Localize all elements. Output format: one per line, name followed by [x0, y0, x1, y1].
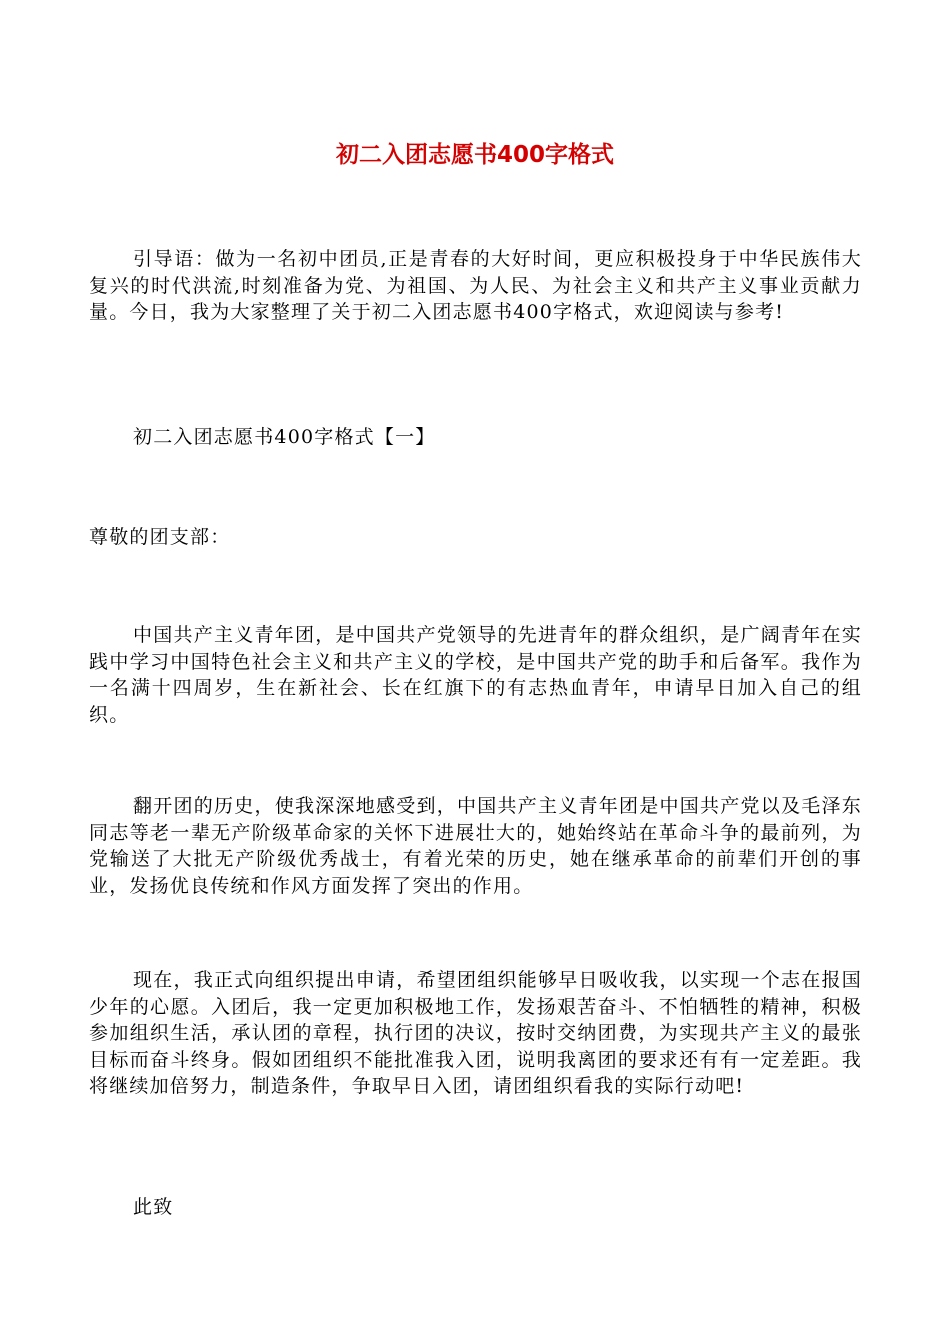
document-title: 初二入团志愿书400字格式 [335, 142, 614, 168]
body-paragraph: 中国共产主义青年团，是中国共产党领导的先进青年的群众组织，是广阔青年在实践中学习中国特色社会主义和共产主义的学校，是中国共产党的助手和后备军。我作为一名满十四周岁，生在新社会、长在红旗下的有志热血青年，申请早日加入自己的组织。 [89, 624, 862, 726]
body-paragraph: 现在，我正式向组织提出申请，希望团组织能够早日吸收我，以实现一个志在报国少年的心愿。入团后，我一定更加积极地工作，发扬艰苦奋斗、不怕牺牲的精神，积极参加组织生活，承认团的章程，执行团的决议，按时交纳团费，为实现共产主义的最张目标而奋斗终身。假如团组织不能批准我入团，说明我离团的要求还有有一定差距。我将继续加倍努力，制造条件，争取早日入团，请团组织看我的实际行动吧! [89, 969, 862, 1097]
salutation: 尊敬的团支部： [89, 526, 231, 548]
section-heading: 初二入团志愿书400字格式【一】 [133, 426, 436, 448]
intro-paragraph: 引导语：做为一名初中团员,正是青春的大好时间，更应积极投身于中华民族伟大复兴的时代洪流,时刻准备为党、为祖国、为人民、为社会主义和共产主义事业贡献力量。今日，我为大家整理了关于初二入团志愿书400字格式，欢迎阅读与参考! [89, 248, 862, 323]
closing-line: 此致 [133, 1196, 174, 1218]
body-paragraph: 翻开团的历史，使我深深地感受到，中国共产主义青年团是中国共产党以及毛泽东同志等老一辈无产阶级革命家的关怀下进展壮大的，她始终站在革命斗争的最前列，为党输送了大批无产阶级优秀战士，有着光荣的历史，她在继承革命的前辈们开创的事业，发扬优良传统和作风方面发挥了突出的作用。 [89, 795, 862, 897]
